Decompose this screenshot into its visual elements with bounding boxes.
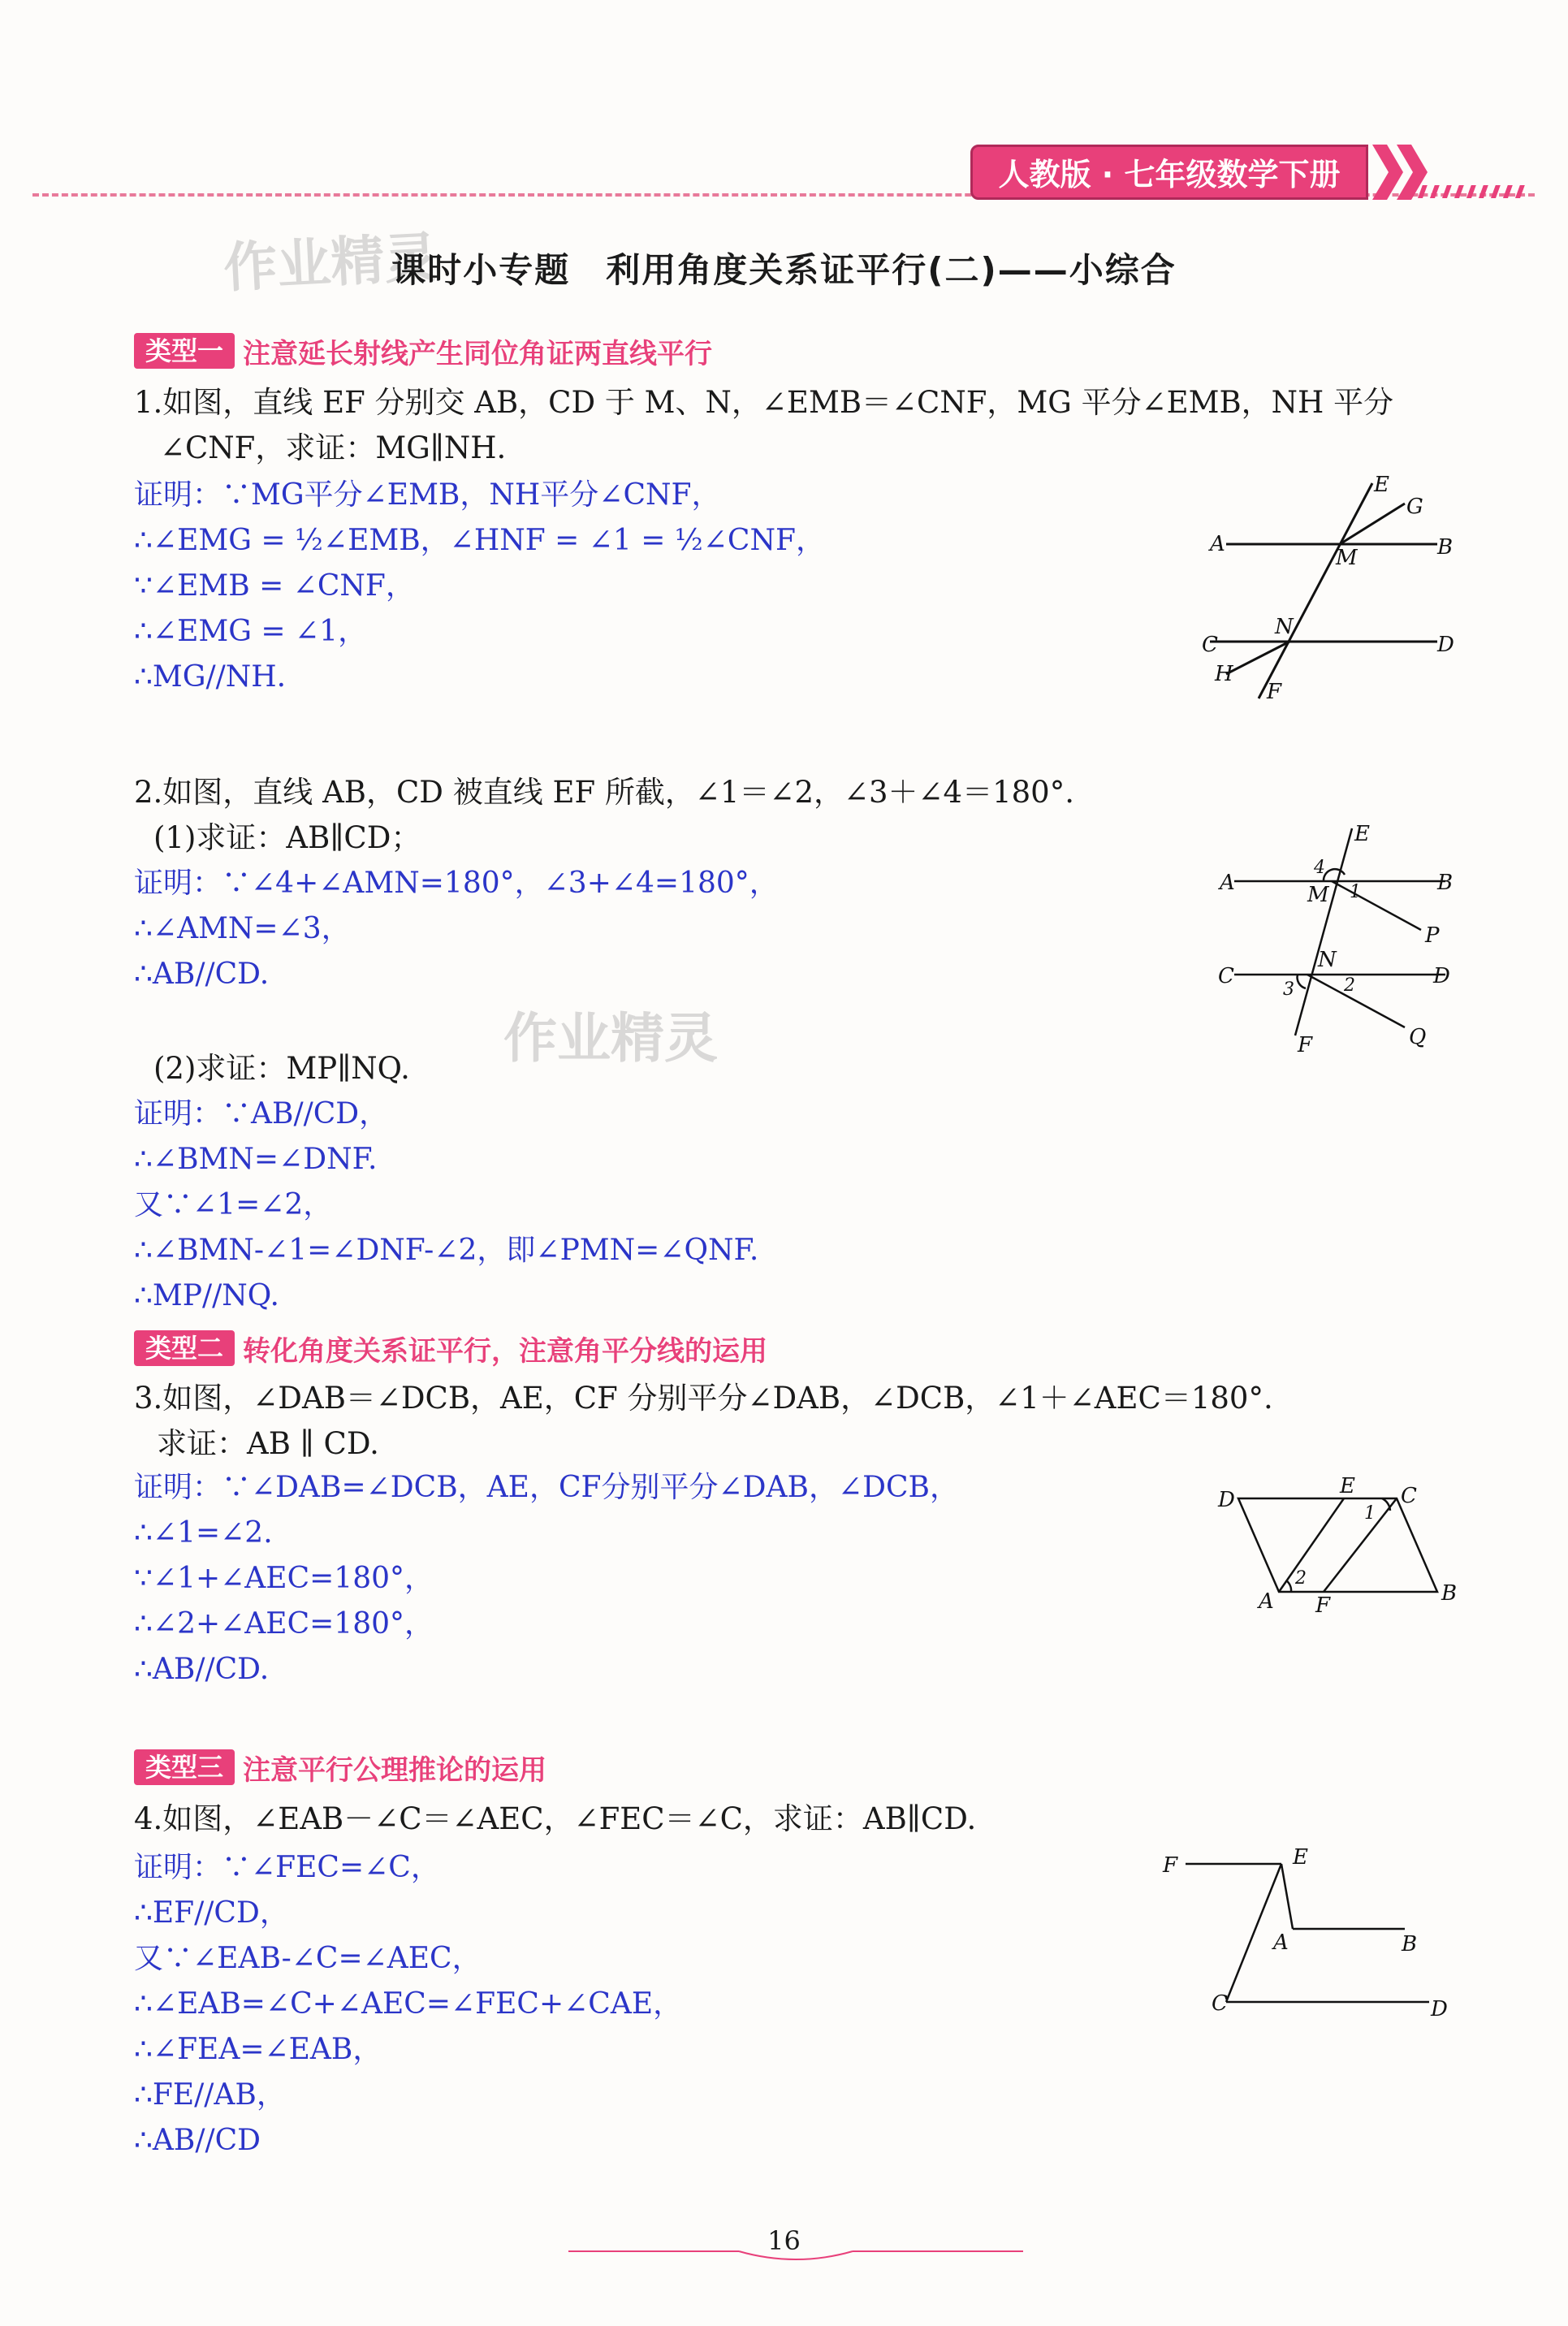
label-D: D [1433,964,1450,988]
label-E: E [1354,822,1370,846]
section-header [134,1748,546,1787]
answer-2-2: 证明：∵AB//CD， ∴∠BMN=∠DNF. 又∵∠1=∠2， ∴∠BMN-∠1=∠DNF-∠2，即∠PMN=∠QNF. ∴MP//NQ. [134,1097,759,1312]
label-E: E [1293,1845,1308,1870]
label-F: F [1298,1033,1313,1057]
label-M: M [1307,883,1329,907]
label-A: A [1210,532,1225,556]
answer-4: 证明：∵∠FEC=∠C， ∴EF//CD， 又∵∠EAB-∠C=∠AEC， ∴∠EAB=∠C+∠AEC=∠FEC+∠CAE， ∴∠FEA=∠EAB， ∴FE//AB， ∴AB//CD [134,1851,683,2157]
label-D: D [1437,633,1454,657]
section-tag: 类型二 [134,1330,235,1366]
watermark: 作业精灵 [222,226,440,300]
answer-3: 证明：∵∠DAB=∠DCB，AE，CF分别平分∠DAB，∠DCB， ∴∠1=∠2. ∵∠1+∠AEC=180°， ∴∠2+∠AEC=180°， ∴AB//CD. [134,1471,959,1686]
label-Q: Q [1409,1025,1427,1049]
label-A: A [1220,871,1235,895]
angle-4: 4 [1314,858,1325,878]
label-F: F [1163,1853,1178,1878]
question-4: 4.如图，∠EAB－∠C＝∠AEC，∠FEC＝∠C，求证：AB∥CD. [134,1801,977,1836]
angle-2: 2 [1344,975,1355,996]
label-M: M [1336,546,1358,570]
watermark: 作业精灵 [503,1007,718,1070]
label-N: N [1318,948,1337,972]
label-C: C [1212,1991,1228,2016]
label-D: D [1431,1997,1448,2021]
angle-3: 3 [1283,979,1294,1000]
question-1: 1.如图，直线 EF 分别交 AB，CD 于 M、N，∠EMB＝∠CNF，MG 平分∠EMB，NH 平分 ∠CNF，求证：MG∥NH. [134,385,1394,465]
question-2-2: (2)求证：MP∥NQ. [153,1051,410,1086]
label-N: N [1275,615,1294,639]
label-B: B [1441,1581,1458,1606]
section-header [134,1329,767,1368]
label-E: E [1374,473,1389,497]
book-badge: 人教版 · 七年级数学下册 [970,145,1368,200]
figure-2 [1202,816,1462,1060]
label-B: B [1402,1932,1418,1956]
label-C: C [1401,1484,1417,1508]
angle-2: 2 [1295,1568,1307,1589]
label-P: P [1425,923,1440,948]
label-C: C [1218,964,1234,988]
label-A: A [1273,1930,1289,1955]
section-text: 注意平行公理推论的运用 [243,1753,547,1787]
label-B: B [1437,871,1454,895]
label-H: H [1215,662,1233,686]
label-B: B [1437,535,1454,560]
section-tag: 类型一 [134,333,235,369]
section-text: 转化角度关系证平行，注意角平分线的运用 [243,1334,768,1368]
label-E: E [1340,1474,1355,1498]
figure-1 [1194,471,1462,715]
answer-1: 证明：∵MG平分∠EMB，NH平分∠CNF， ∴∠EMG = ½∠EMB，∠HNF = ∠1 = ½∠CNF， ∵∠EMB = ∠CNF， ∴∠EMG = ∠1， ∴MG//NH. [134,478,825,694]
question-2: 2.如图，直线 AB，CD 被直线 EF 所截，∠1＝∠2，∠3＋∠4＝180°. (1)求证：AB∥CD； [134,775,1074,855]
figure-4 [1153,1835,1470,2030]
label-G: G [1406,495,1423,519]
label-A: A [1259,1589,1274,1614]
section-tag: 类型三 [134,1749,235,1785]
answer-2-1: 证明：∵∠4+∠AMN=180°，∠3+∠4=180°， ∴∠AMN=∠3， ∴AB//CD. [134,867,779,991]
label-C: C [1202,633,1218,657]
page-title: 课时小专题 利用角度关系证平行(二)——小综合 [391,250,1177,290]
label-F: F [1315,1593,1331,1616]
question-3: 3.如图，∠DAB＝∠DCB，AE，CF 分别平分∠DAB，∠DCB，∠1＋∠AEC＝180°. 求证：AB ∥ CD. [134,1381,1273,1461]
label-F: F [1267,680,1282,704]
angle-1: 1 [1364,1503,1376,1524]
page-number: 16 [767,2225,801,2256]
figure-3 [1202,1470,1462,1616]
label-D: D [1218,1488,1235,1512]
angle-1: 1 [1350,882,1361,902]
chevrons-decoration [1372,145,1551,200]
section-header [134,331,712,370]
section-text: 注意延长射线产生同位角证两直线平行 [243,337,713,370]
